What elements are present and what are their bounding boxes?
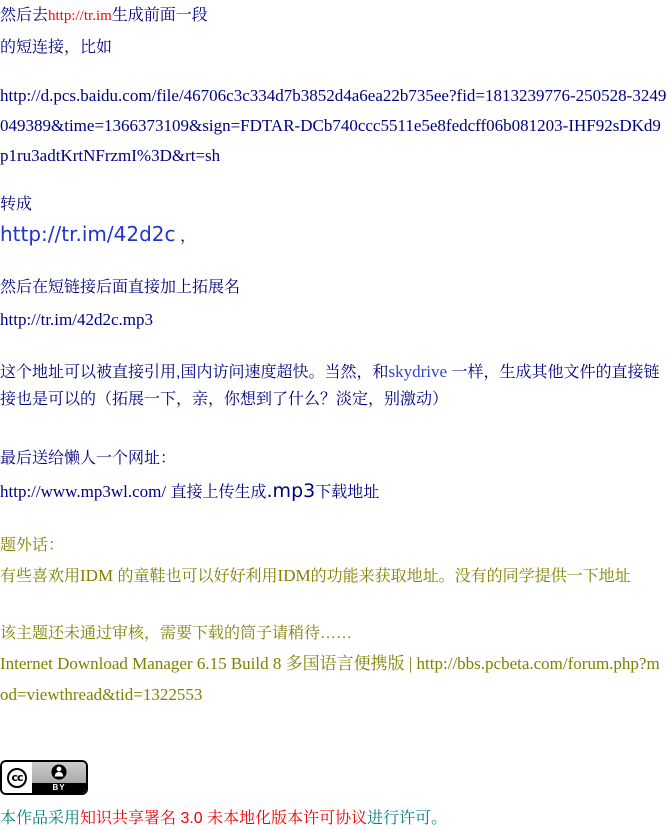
cc-by-badge[interactable] xyxy=(0,760,88,795)
paragraph-lazy-intro xyxy=(0,444,667,474)
lazy-text-post: 下载地址 xyxy=(315,484,380,501)
mp3-short-url: http://tr.im/42d2c.mp3 xyxy=(0,310,153,329)
usage-text-pre: 这个地址可以被直接引用,国内访问速度超快。当然，和 xyxy=(0,364,389,381)
paragraph-license xyxy=(0,808,667,830)
aside-text-post: 的功能来获取地址。没有的同学提供一下地址 xyxy=(310,568,631,585)
paragraph-lazy-url xyxy=(0,476,667,508)
trim-link[interactable]: http://tr.im xyxy=(48,8,112,24)
convert-result-line xyxy=(0,219,667,252)
lazy-intro-text: 最后送给懒人一个网址： xyxy=(0,450,177,467)
lazy-text-mid: 直接上传生成 xyxy=(166,484,267,501)
mp3wl-url: http://www.mp3wl.com/ xyxy=(0,482,167,501)
convert-label: 转成 xyxy=(0,196,33,213)
short-url-link[interactable]: http://tr.im/42d2c xyxy=(0,222,176,246)
pending-notice: 该主题还未通过审核，需要下载的筒子请稍待…… xyxy=(0,625,353,642)
idm-release-title: Internet Download Manager 6.15 Build 8 多国语言便携版 | xyxy=(0,654,417,673)
baidu-direct-url: http://d.pcs.baidu.com/file/46706c3c334d7b3852d4a6ea22b735ee?fid=1813239776-250528-3249049389&time=1366373109&sign=FDTAR-DCb740ccc5511e5e8fedcff06b081203-IHF92sDKd9p1ru3adtKrtNFrzmI%3D&rt=sh xyxy=(0,86,667,165)
idm-mention-1: IDM xyxy=(80,566,114,585)
idm-mention-2: IDM xyxy=(277,566,311,585)
paragraph-aside xyxy=(0,531,667,592)
cc-attribution-area xyxy=(32,762,86,793)
cc-license-link[interactable]: 知识共享署名 3.0 未本地化版本许可协议 xyxy=(80,810,368,827)
extension-instruction: 然后在短链接后面直接加上拓展名 xyxy=(0,279,241,296)
paragraph-intro xyxy=(0,0,667,64)
paragraph-convert xyxy=(0,191,667,252)
mp3-extension-text: .mp3 xyxy=(266,480,316,502)
intro-text-pre: 然后去 xyxy=(0,7,49,24)
aside-text-pre: 有些喜欢用 xyxy=(0,568,81,585)
pcbeta-thread-url: http://bbs.pcbeta.com/forum.php?mod=viewthread&tid=1322553 xyxy=(0,654,660,704)
convert-suffix: ， xyxy=(175,228,196,245)
intro-line2: 的短连接，比如 xyxy=(0,39,113,56)
paragraph-usage xyxy=(0,358,667,413)
cc-logo-area xyxy=(2,762,32,793)
paragraph-pending xyxy=(0,619,667,711)
license-text-post: 进行许可。 xyxy=(367,810,448,827)
cc-by-label: BY xyxy=(32,783,86,793)
attribution-person-icon xyxy=(51,764,67,780)
paragraph-extension xyxy=(0,272,667,337)
license-text-pre: 本作品采用 xyxy=(0,810,81,827)
aside-title: 题外话： xyxy=(0,537,65,554)
aside-text-mid: 的童鞋也可以好好利用 xyxy=(113,568,278,585)
usage-text-post: 一样，生成其他文件的直接链接也是可以的（拓展一下，亲，你想到了什么？淡定，别激动） xyxy=(0,364,660,408)
cc-logo-icon: cc xyxy=(7,768,27,788)
skydrive-link[interactable]: skydrive xyxy=(388,362,447,381)
intro-text-post: 生成前面一段 xyxy=(111,7,208,24)
